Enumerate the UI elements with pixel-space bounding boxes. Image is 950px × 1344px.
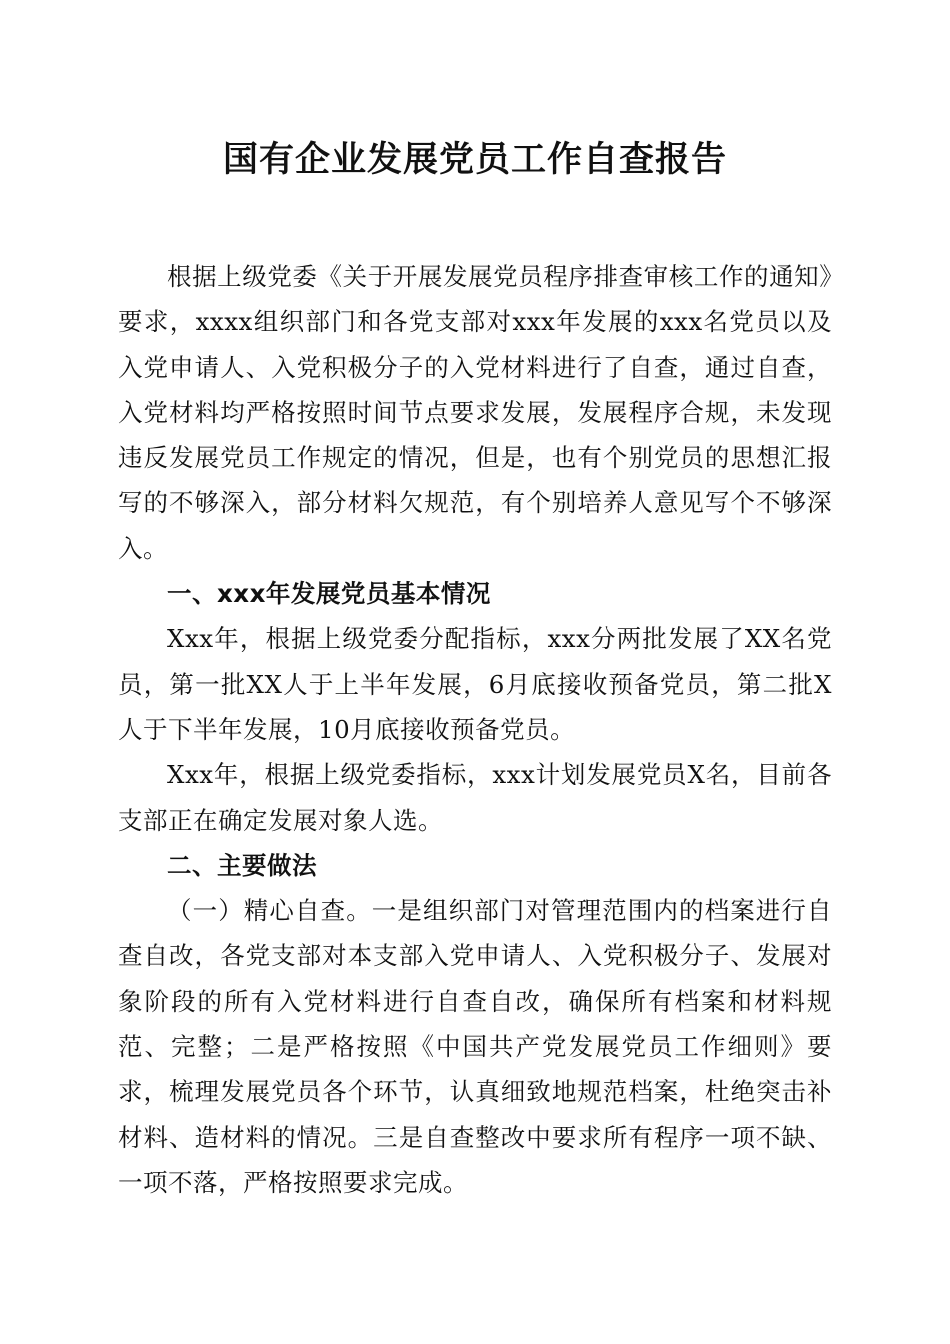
section-1-paragraph-1: Xxx年，根据上级党委分配指标，xxx分两批发展了XX名党员，第一批XX人于上半年发展，6月底接收预备党员，第二批X人于下半年发展，10月底接收预备党员。 [118, 624, 832, 744]
section-2-paragraph-1: （一）精心自查。一是组织部门对管理范围内的档案进行自查自改，各党支部对本支部入党申请人、入党积极分子、发展对象阶段的所有入党材料进行自查自改，确保所有档案和材料规范、完整；二是严格按照《中国共产党发展党员工作细则》要求，梳理发展党员各个环节，认真细致地规范档案，杜绝突击补材料、造材料的情况。三是自查整改中要求所有程序一项不缺、一项不落，严格按照要求完成。 [118, 896, 832, 1197]
section-1-heading: 一、xxx年发展党员基本情况 [167, 579, 491, 609]
document-page [118, 132, 832, 1205]
section-2-heading: 二、主要做法 [167, 850, 317, 880]
document-title: 国有企业发展党员工作自查报告 [222, 139, 727, 180]
intro-paragraph: 根据上级党委《关于开展发展党员程序排查审核工作的通知》要求，xxxx组织部门和各党支部对xxx年发展的xxx名党员以及入党申请人、入党积极分子的入党材料进行了自查，通过自查，入党材料均严格按照时间节点要求发展，发展程序合规，未发现违反发展党员工作规定的情况，但是，也有个别党员的思想汇报写的不够深入，部分材料欠规范，有个别培养人意见写个不够深入。 [118, 262, 832, 563]
section-1-paragraph-2: Xxx年，根据上级党委指标，xxx计划发展党员X名，目前各支部正在确定发展对象人选。 [118, 760, 832, 835]
